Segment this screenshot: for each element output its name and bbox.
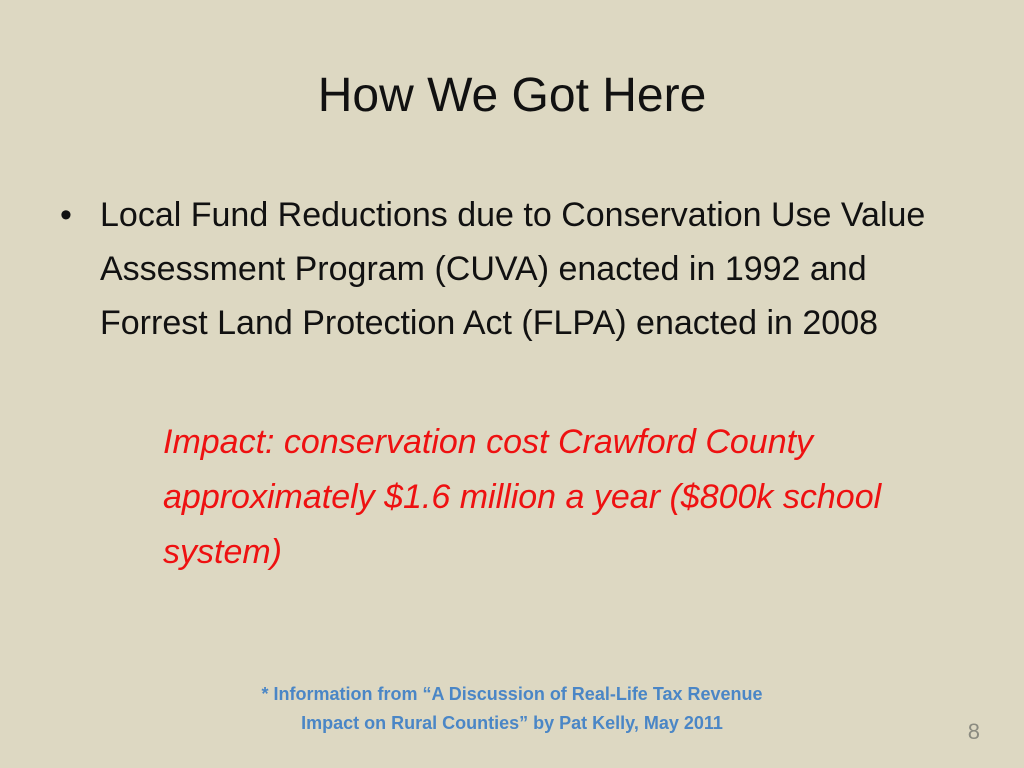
slide-title: How We Got Here: [317, 69, 707, 122]
citation: [150, 680, 874, 738]
citation-line-1: * Information from “A Discussion of Real-Life Tax Revenue: [261, 684, 763, 704]
impact-text: Impact: conservation cost Crawford County approximately $1.6 million a year ($800k school system): [163, 423, 882, 571]
page-number: 8: [967, 719, 980, 744]
citation-line-2: Impact on Rural Counties” by Pat Kelly, May 2011: [301, 713, 723, 733]
bullet-marker: •: [60, 196, 72, 234]
bullet-text: Local Fund Reductions due to Conservation Use Value Assessment Program (CUVA) enacted in 1992 and Forrest Land Protection Act (FLPA) enacted in 2008: [100, 196, 926, 342]
